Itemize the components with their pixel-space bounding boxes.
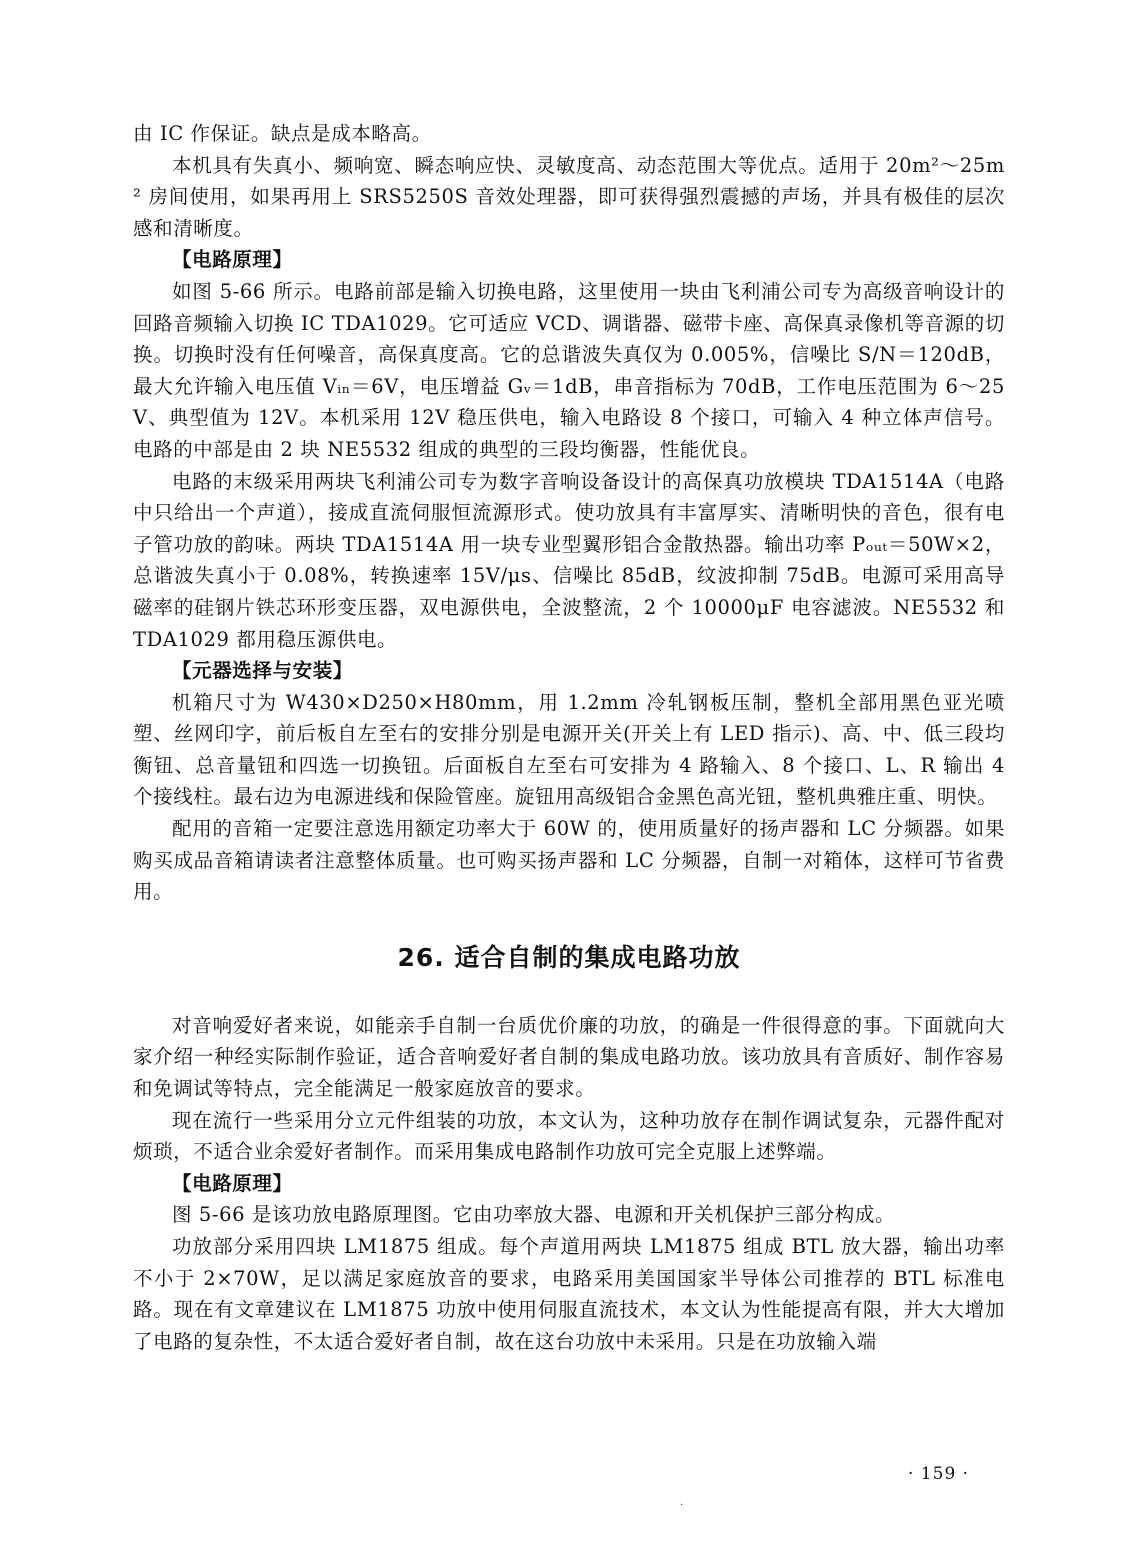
page-body xyxy=(133,118,1005,1357)
paragraph: 电路的末级采用两块飞利浦公司专为数字音响设备设计的高保真功放模块 TDA1514A（电路中只给出一个声道），接成直流伺服恒流源形式。使功放具有丰富厚实、清晰明快的音色，很有电子管功放的韵味。两块 TDA1514A 用一块专业型翼形铝合金散热器。输出功率 Pₒᵤₜ＝50W×2，总谐波失真小于 0.08%，转换速率 15V/μs、信噪比 85dB，纹波抑制 75dB。电源可采用高导磁率的硅钢片铁芯环形变压器，双电源供电，全波整流，2 个 10000μF 电容滤波。NE5532 和 TDA1029 都用稳压源供电。 xyxy=(133,469,1005,651)
page-number: · 159 · xyxy=(908,1464,970,1484)
paragraph: 对音响爱好者来说，如能亲手自制一台质优价廉的功放，的确是一件很得意的事。下面就向大家介绍一种经实际制作验证，适合音响爱好者自制的集成电路功放。该功放具有音质好、制作容易和免调试等特点，完全能满足一般家庭放音的要求。 xyxy=(133,1013,1005,1101)
paragraph: 如图 5-66 所示。电路前部是输入切换电路，这里使用一块由飞利浦公司专为高级音响设计的回路音频输入切换 IC TDA1029。它可适应 VCD、调谐器、磁带卡座、高保真录像机等音源的切换。切换时没有任何噪音，高保真度高。它的总谐波失真仅为 0.005%，信噪比 S/N＝120dB，最大允许输入电压值 Vᵢₙ＝6V，电压增益 Gᵥ＝1dB，串音指标为 70dB，工作电压范围为 6～25V、典型值为 12V。本机采用 12V 稳压供电，输入电路设 8 个接口，可输入 4 种立体声信号。电路的中部是由 2 块 NE5532 组成的典型的三段均衡器，性能优良。 xyxy=(133,279,1005,461)
section-heading-circuit-principle: 【电路原理】 xyxy=(172,248,293,272)
paragraph: 配用的音箱一定要注意选用额定功率大于 60W 的，使用质量好的扬声器和 LC 分频器。如果购买成品音箱请读者注意整体质量。也可购买扬声器和 LC 分频器，自制一对箱体，这样可节省费用。 xyxy=(133,817,1005,904)
section-heading-circuit-principle-2: 【电路原理】 xyxy=(172,1171,293,1195)
stray-mark: · xyxy=(680,1500,684,1511)
paragraph: 图 5-66 是该功放电路原理图。它由功率放大器、电源和开关机保护三部分构成。 xyxy=(172,1203,896,1227)
paragraph: 由 IC 作保证。缺点是成本略高。 xyxy=(133,122,432,145)
paragraph: 本机具有失真小、频响宽、瞬态响应快、灵敏度高、动态范围大等优点。适用于 20m²～25m² 房间使用，如果再用上 SRS5250S 音效处理器，即可获得强烈震撼的声场，并具有极佳的层次感和清晰度。 xyxy=(133,153,1005,240)
section-heading-components: 【元器选择与安装】 xyxy=(172,659,353,683)
paragraph: 功放部分采用四块 LM1875 组成。每个声道用两块 LM1875 组成 BTL 放大器，输出功率不小于 2×70W，足以满足家庭放音的要求，电路采用美国国家半导体公司推荐的 BTL 标准电路。现在有文章建议在 LM1875 功放中使用伺服直流技术，本文认为性能提高有限，并大大增加了电路的复杂性，不太适合爱好者自制，故在这台功放中未采用。只是在功放输入端 xyxy=(133,1235,1005,1353)
article-title: 26. 适合自制的集成电路功放 xyxy=(397,942,741,972)
paragraph: 机箱尺寸为 W430×D250×H80mm，用 1.2mm 冷轧钢板压制，整机全部用黑色亚光喷塑、丝网印字，前后板自左至右的安排分别是电源开关(开关上有 LED 指示)、高、中、低三段均衡钮、总音量钮和四选一切换钮。后面板自左至右可安排为 4 路输入、8 个接口、L、R 输出 4 个接线柱。最右边为电源进线和保险管座。旋钮用高级铝合金黑色高光钮，整机典雅庄重、明快。 xyxy=(133,690,1005,809)
paragraph: 现在流行一些采用分立元件组装的功放，本文认为，这种功放存在制作调试复杂，元器件配对烦琐，不适合业余爱好者制作。而采用集成电路制作功放可完全克服上述弊端。 xyxy=(133,1108,1005,1164)
